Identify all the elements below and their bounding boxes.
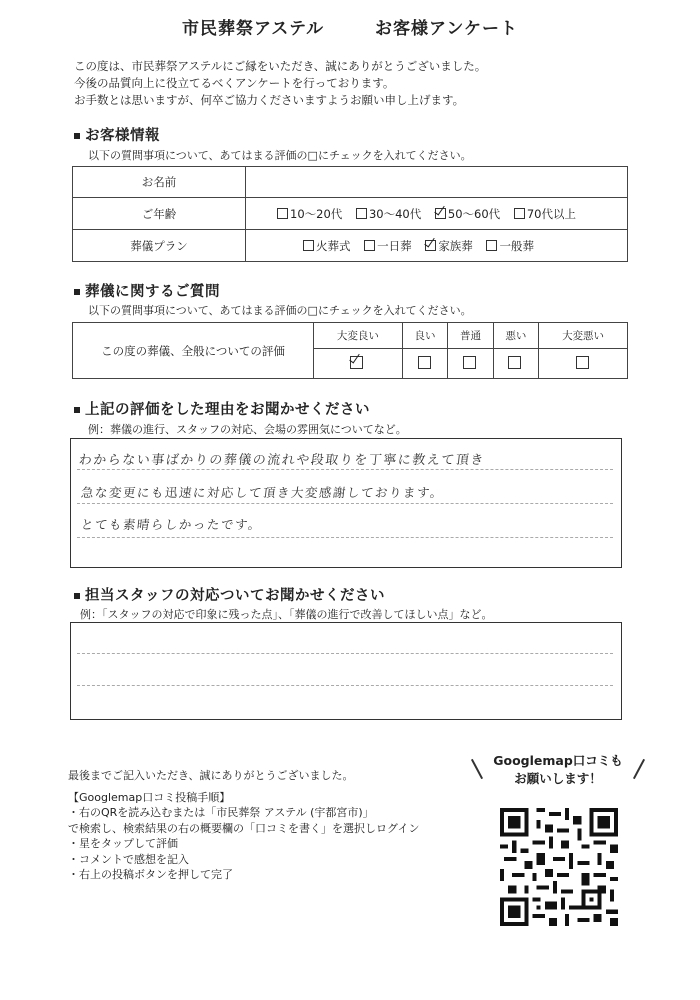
checkbox-icon[interactable] xyxy=(514,208,525,219)
rating-header: 大変良い xyxy=(314,323,403,349)
step-line: ・星をタップして評価 xyxy=(68,837,178,850)
intro-line: 今後の品質向上に役立てるべくアンケートを行っております。 xyxy=(74,76,395,90)
instruction-text: 以下の質問事項について、あてはまる評価の□にチェックを入れてください。 xyxy=(88,149,472,162)
age-option[interactable]: 30～40代 xyxy=(356,207,421,221)
plan-option[interactable]: 一日葬 xyxy=(364,239,412,253)
callout-line: お願いします！ xyxy=(514,771,602,786)
callout-line: Googlemap口コミも xyxy=(493,753,623,768)
page-title xyxy=(0,14,700,39)
plan-option[interactable]: 一般葬 xyxy=(486,239,534,253)
rating-cell xyxy=(539,349,628,379)
rating-header: 大変悪い xyxy=(539,323,628,349)
rating-header: 良い xyxy=(402,323,447,349)
step-line: ・コメントで感想を記入 xyxy=(68,852,189,866)
intro-text xyxy=(74,58,486,109)
checkbox-icon[interactable] xyxy=(508,356,521,369)
plan-label: 葬儀プラン xyxy=(73,230,246,262)
reason-answer-box[interactable] xyxy=(70,438,622,568)
age-label: ご年齢 xyxy=(73,198,246,230)
square-bullet-icon xyxy=(74,407,80,413)
example-text: 例：葬儀の進行、スタッフの対応、会場の雰囲気についてなど。 xyxy=(88,423,407,436)
ruled-line xyxy=(77,685,613,686)
checkbox-icon[interactable] xyxy=(418,356,431,369)
ruled-line xyxy=(77,503,613,504)
rating-question: この度の葬儀、全般についての評価 xyxy=(73,323,314,379)
age-option[interactable]: 10～20代 xyxy=(277,207,342,221)
intro-line: お手数とは思いますが、何卒ご協力くださいますようお願い申し上げます。 xyxy=(74,93,465,107)
rating-cell xyxy=(402,349,447,379)
square-bullet-icon xyxy=(74,133,80,139)
section-heading-staff: 担当スタッフの対応ついてお聞かせください xyxy=(74,584,385,605)
company-name: 市民葬祭アステル xyxy=(181,19,325,39)
rating-cell xyxy=(493,349,538,379)
ruled-line xyxy=(77,653,613,654)
handwritten-line: 急な変更にも迅速に対応して頂き大変感謝しております。 xyxy=(80,485,445,500)
age-options xyxy=(246,198,628,230)
checkbox-icon[interactable] xyxy=(486,240,497,251)
intro-line: この度は、市民葬祭アステルにご縁をいただき、誠にありがとうございました。 xyxy=(74,59,487,73)
plan-options xyxy=(246,230,628,262)
checkbox-icon[interactable] xyxy=(576,356,589,369)
thanks-text: 最後までご記入いただき、誠にありがとうございました。 xyxy=(68,769,354,782)
age-option[interactable]: 70代以上 xyxy=(514,207,576,221)
name-field[interactable] xyxy=(246,167,628,198)
step-line: で検索し、検索結果の右の概要欄の「口コミを書く」を選択しログイン xyxy=(68,821,420,835)
rating-cell-selected xyxy=(314,349,403,379)
customer-info-table xyxy=(72,166,628,262)
rating-header: 悪い xyxy=(493,323,538,349)
staff-answer-box[interactable] xyxy=(70,622,622,720)
rating-table xyxy=(72,322,628,379)
rating-header: 普通 xyxy=(448,323,493,349)
ruled-line xyxy=(77,469,613,470)
name-label: お名前 xyxy=(73,167,246,198)
step-line: ・右上の投稿ボタンを押して完了 xyxy=(68,868,233,881)
handwritten-line: わからない事ばかりの葬儀の流れや段取りを丁寧に教えて頂き xyxy=(78,453,486,468)
footer-text xyxy=(68,768,419,883)
steps-title: 【Googlemap口コミ投稿手順】 xyxy=(68,790,231,804)
square-bullet-icon xyxy=(74,593,80,599)
checkbox-icon[interactable] xyxy=(364,240,375,251)
checkbox-checked-icon[interactable] xyxy=(350,356,363,369)
checkbox-checked-icon[interactable] xyxy=(435,208,446,219)
age-option-selected[interactable]: 50～60代 xyxy=(435,207,500,221)
instruction-text: 以下の質問事項について、あてはまる評価の□にチェックを入れてください。 xyxy=(88,304,472,317)
checkbox-icon[interactable] xyxy=(463,356,476,369)
section-heading-funeral-questions: 葬儀に関するご質問 xyxy=(74,280,220,301)
plan-option-selected[interactable]: 家族葬 xyxy=(425,239,473,253)
review-callout xyxy=(478,752,638,788)
checkbox-checked-icon[interactable] xyxy=(425,240,436,251)
qr-code-icon[interactable] xyxy=(500,808,618,926)
step-line: ・右のQRを読み込むまたは「市民葬祭 アステル (宇都宮市)」 xyxy=(68,806,374,819)
handwritten-line: とても素晴らしかったです。 xyxy=(80,517,263,532)
ruled-line xyxy=(77,537,613,538)
checkbox-icon[interactable] xyxy=(356,208,367,219)
section-heading-reason: 上記の評価をした理由をお聞かせください xyxy=(74,398,370,419)
section-heading-customer-info: お客様情報 xyxy=(74,124,160,145)
checkbox-icon[interactable] xyxy=(303,240,314,251)
plan-option[interactable]: 火葬式 xyxy=(303,239,351,253)
checkbox-icon[interactable] xyxy=(277,208,288,219)
square-bullet-icon xyxy=(74,289,80,295)
rating-cell xyxy=(448,349,493,379)
document-title: お客様アンケート xyxy=(375,19,519,39)
example-text: 例：「スタッフの対応で印象に残った点」、「葬儀の進行で改善してほしい点」など。 xyxy=(80,608,493,621)
